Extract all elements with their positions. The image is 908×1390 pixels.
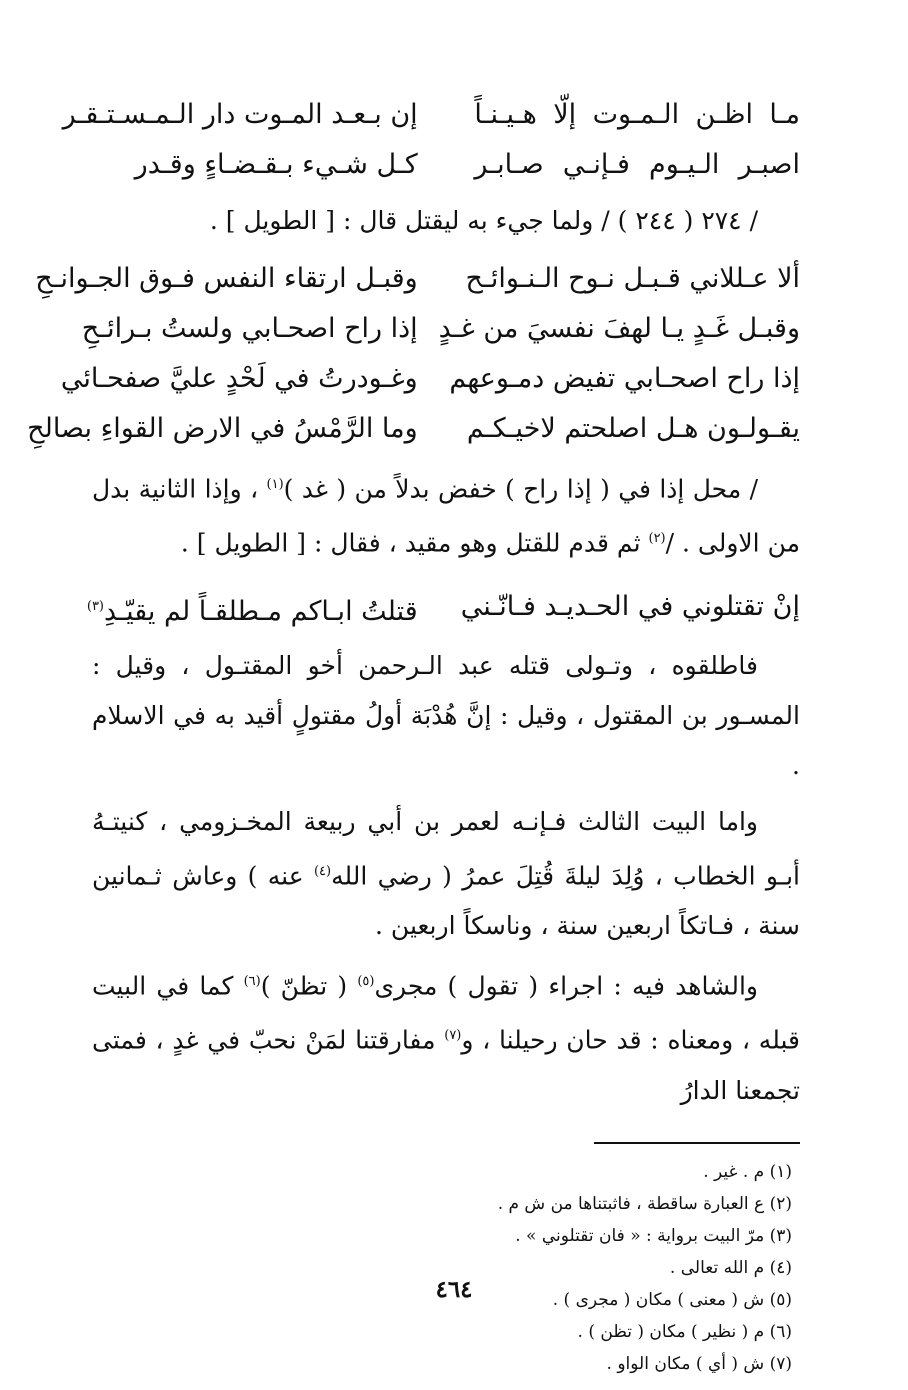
footnote: (١) م . غير .: [703, 1161, 792, 1182]
verse-second-hemistich: [86, 579, 418, 635]
footnote: (٢) ع العبارة ساقطة ، فاثبتناها من ش م .: [497, 1193, 792, 1214]
verse-group: [27, 254, 800, 454]
verse-second-hemistich: وما الرَّمْسُ في الارض القواءِ بصالحِ: [27, 413, 418, 444]
verse-second-hemistich: إن بـعـد المـوت دار الـمـسـتـقـر: [62, 99, 418, 130]
verse-line: [81, 304, 800, 354]
verse-first-hemistich: إذا راح اصحـابي تفيض دمـوعهم: [449, 363, 800, 394]
footnote-ref[interactable]: (١): [266, 477, 284, 492]
footnote: (٣) مرّ البيت برواية : « فان تقتلوني » .: [515, 1225, 792, 1246]
footnote: (٦) م ( نظير ) مكان ( تظن ) .: [577, 1321, 792, 1342]
verse-line: [60, 354, 800, 404]
paragraph-text: / محل إذا في ( إذا راح ) خفض بدلاً من ( غد ): [283, 474, 759, 504]
footnotes: [92, 1156, 800, 1380]
footnote-ref[interactable]: (٤): [313, 863, 332, 879]
footnote-divider: [594, 1142, 800, 1144]
paragraph-text: ثم قدم للقتل وهو مقيد ، فقال : [ الطويل ] .: [180, 528, 649, 558]
verse-first-hemistich: يقـولـون هـل اصلحتم لاخيـكـم: [466, 413, 800, 444]
footnote-ref[interactable]: (٧): [444, 1028, 462, 1044]
verse-line: [35, 254, 800, 304]
verse-line: [27, 404, 800, 454]
paragraph-text: والشاهد فيه : اجراء ( تقول ) مجرى: [374, 971, 758, 1001]
intro-line: / ٢٧٤ ( ٢٤٤ ) / ولما جيء به ليقتل قال : [ الطويل ] .: [209, 206, 758, 235]
footnote: (٥) ش ( معنى ) مكان ( مجرى ) .: [552, 1289, 792, 1310]
verse-first-hemistich: وقبـل غَـدٍ يـا لهفَ نفسيَ من غـدٍ: [438, 313, 800, 344]
paragraph-4: [92, 957, 800, 1116]
verse-first-hemistich: إنْ تقتلوني في الحـديـد فـانّـني: [460, 590, 800, 622]
footnote: (٧) ش ( أي ) مكان الواو .: [606, 1353, 792, 1374]
paragraph-text: عنه ) وعاش ثـمانين سنة ، فـاتكاً اربعين سنة ، وناسكاً اربعين .: [92, 860, 800, 940]
verse-text: قتلتُ ابـاكم مـطلقـاً لم يقيّـدِ: [104, 595, 418, 627]
verse-first-hemistich: مـا اظـن الـمـوت إلّا هـيـنـاً: [474, 99, 800, 130]
verse-second-hemistich: وقبـل ارتقاء النفس فـوق الجـوانـحِ: [35, 263, 418, 294]
footnote: (٤) م الله تعالى .: [669, 1257, 792, 1278]
footnote-ref[interactable]: (٢): [648, 531, 666, 547]
footnote-ref[interactable]: (٥): [357, 973, 375, 989]
paragraph-text: مفارقتنا لمَنْ نحبّ في غدٍ ، فمتى تجمعنا الدارُ: [92, 1025, 800, 1105]
paragraph-text: ( تظنّ ): [260, 971, 358, 1001]
verse-second-hemistich: كـل شـيء بـقـضـاءٍ وقـدر: [134, 149, 418, 180]
verse-first-hemistich: ألا عـللاني قـبـل نـوح الـنـوائـح: [465, 263, 800, 294]
paragraph-text: واما البيت الثالث فـإنـه لعمر بن أبي ربيعة المخـزومي ، كنيتـهُ أبـو الخطاب ، وُلِدَ ليلةَ قُتِلَ عمرُ ( رضي الله: [92, 806, 800, 890]
paragraph-text: كما في البيت قبله ، ومعناه : قد حان رحيلنا ، و: [92, 971, 800, 1055]
page-number: ٤٦٤: [435, 1276, 473, 1303]
verse-second-hemistich: إذا راح اصحـابي ولستُ بـرائـحِ: [81, 313, 418, 344]
paragraph-3: [92, 797, 800, 951]
footnote-ref[interactable]: (٣): [86, 598, 104, 614]
paragraph-2: فاطلقوه ، وتـولى قتله عبد الـرحمن أخو المقتـول ، وقيل : المسـور بن المقتول ، وقيل : إنَّ هُدْبَة أولُ مقتولٍ أقيد به في الاسلام .: [92, 650, 800, 780]
verse-line: [92, 140, 800, 190]
verse-first-hemistich: اصبـر الـيـوم فـإنـي صـابـر: [474, 149, 800, 180]
paragraph-1: [92, 460, 800, 569]
verse-second-hemistich: وغـودرتُ في لَحْدٍ عليَّ صفحـائي: [60, 363, 418, 394]
verse-line: [62, 90, 800, 140]
footnote-ref[interactable]: (٦): [243, 973, 261, 989]
single-verse: [86, 579, 800, 635]
paragraph-text: ، وإذا الثانية بدل من الاولى . /: [92, 474, 800, 558]
